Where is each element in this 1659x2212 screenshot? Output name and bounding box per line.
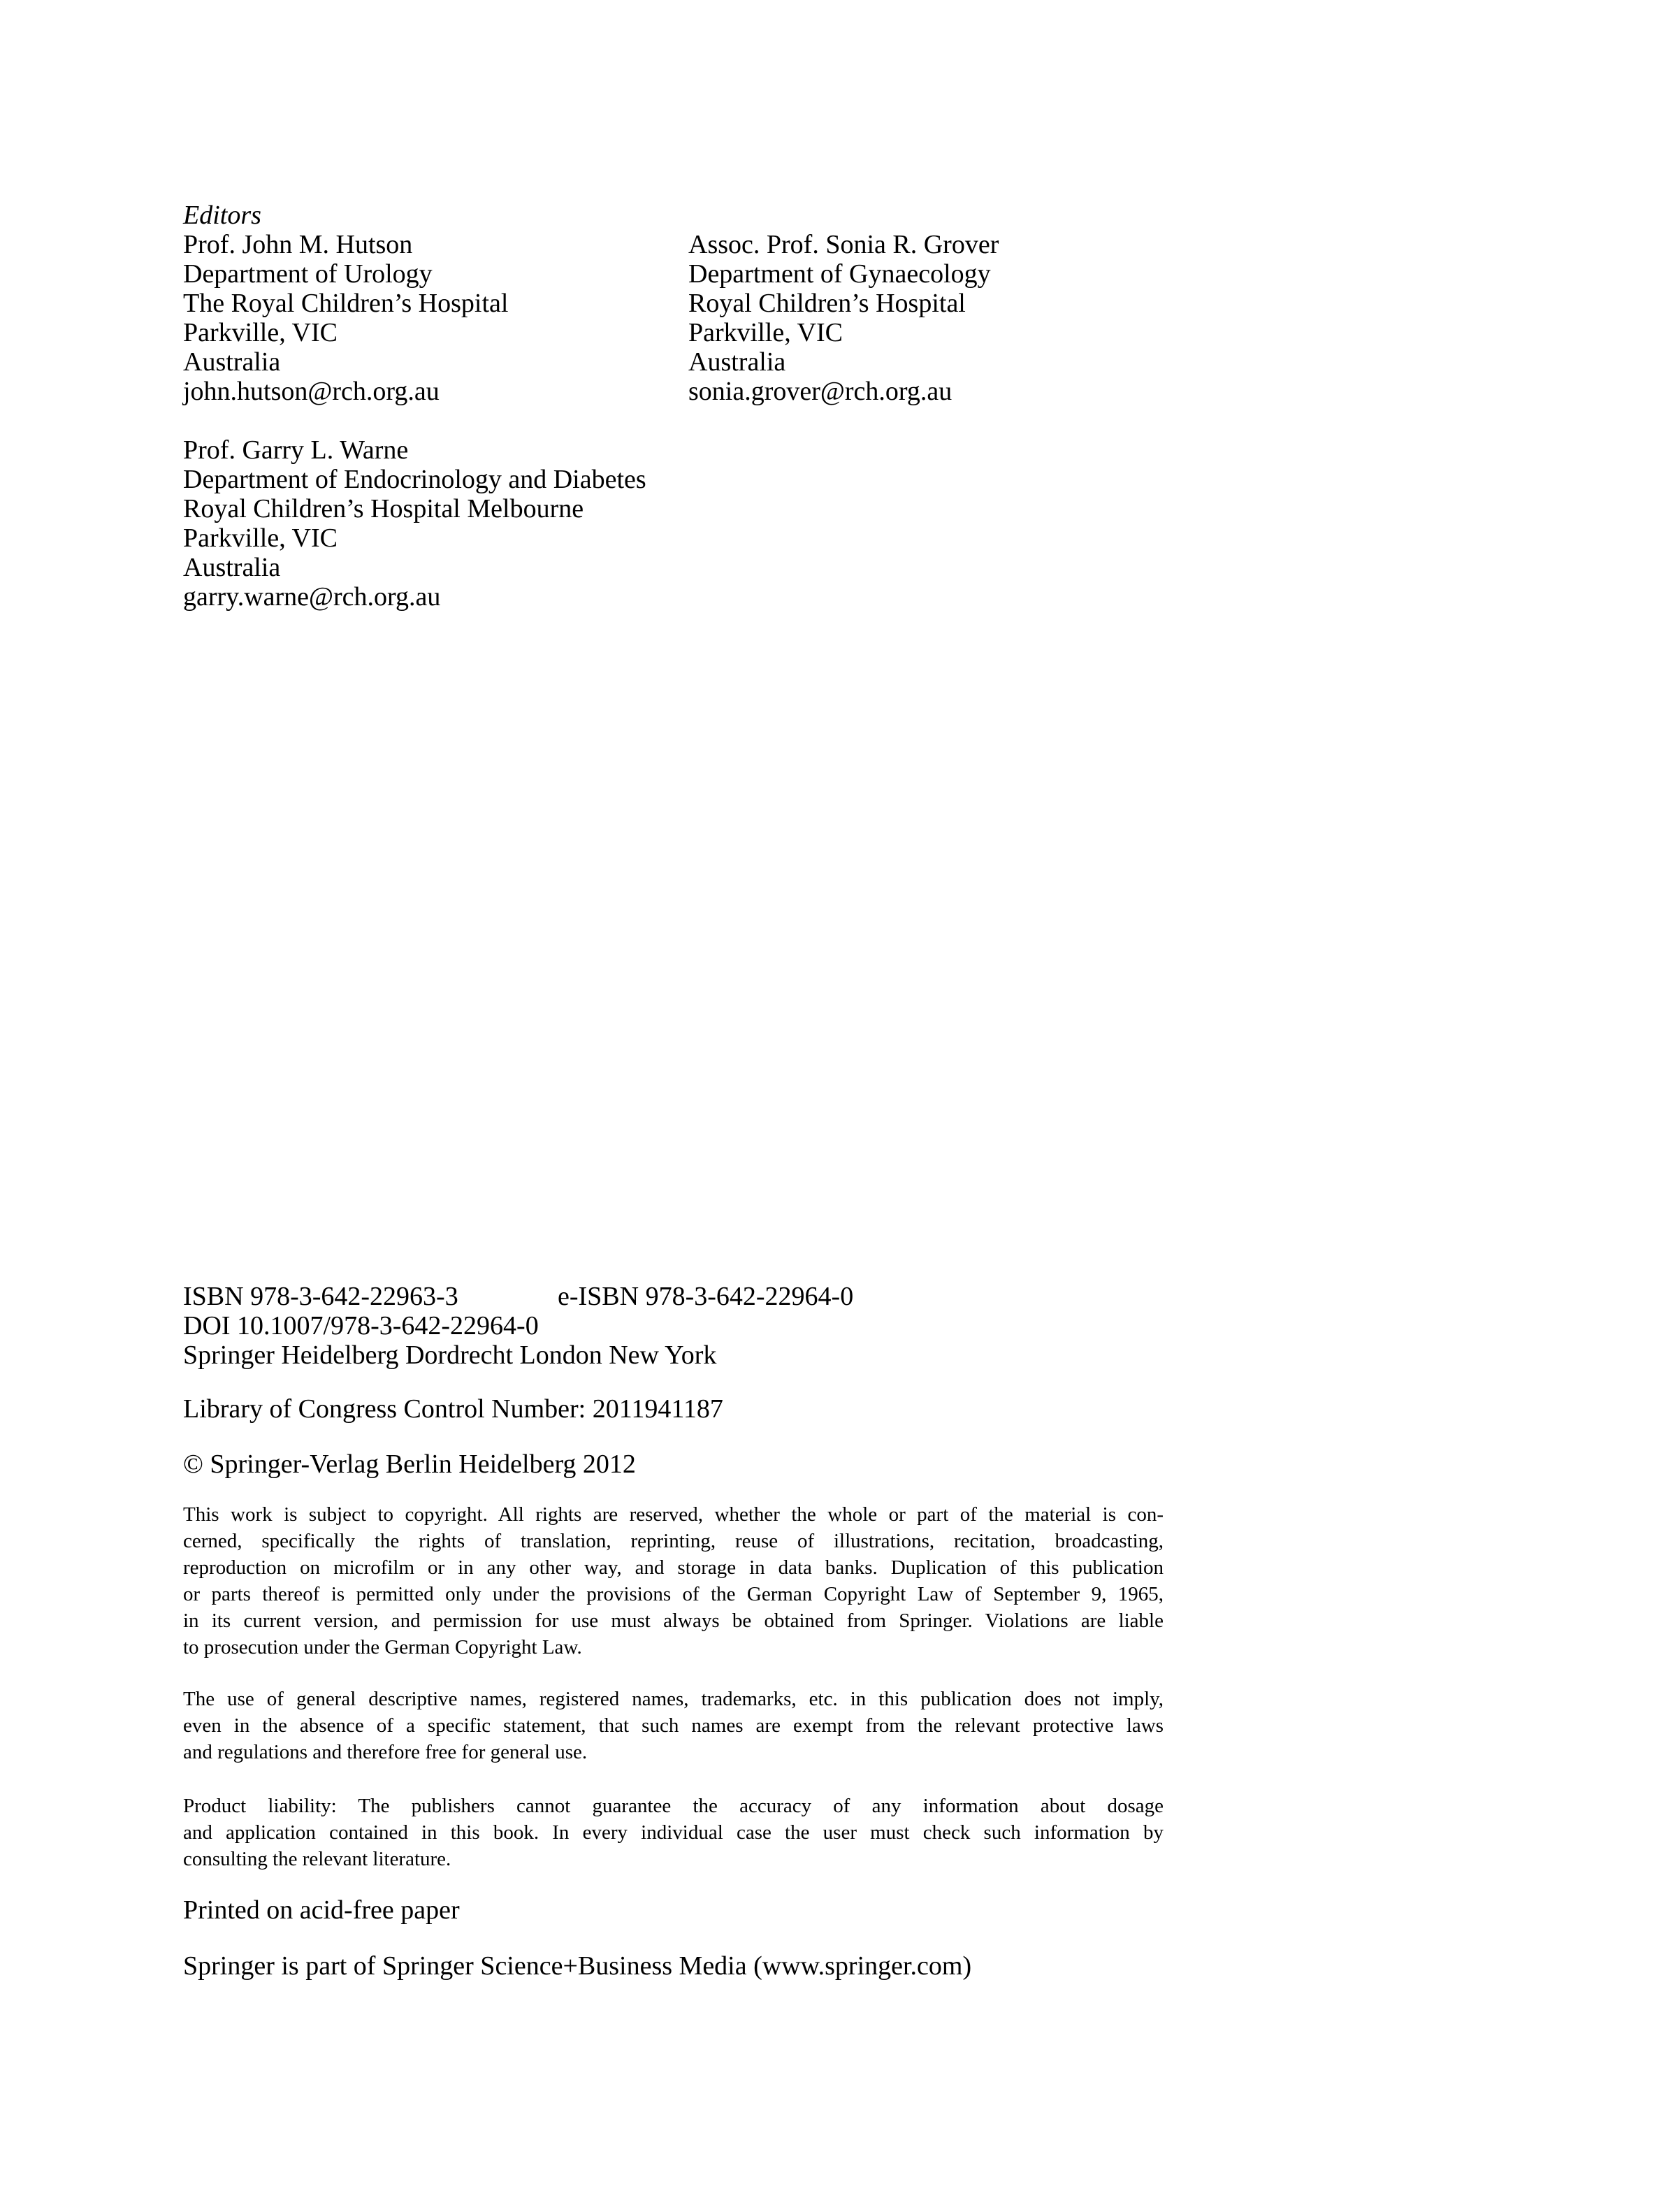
paragraph-line: Product liability: The publishers cannot guarantee the accuracy of any information about dosage — [183, 1795, 1164, 1817]
legal-paragraph-copyright — [183, 1501, 1164, 1661]
editor-affiliation-line: Department of Endocrinology and Diabetes — [183, 465, 646, 494]
editor-name: Assoc. Prof. Sonia R. Grover — [688, 230, 999, 259]
editor-affiliation-line: Royal Children’s Hospital — [688, 289, 966, 318]
editor-block-grover — [688, 230, 1317, 406]
editor-affiliation-line: The Royal Children’s Hospital — [183, 289, 509, 318]
paragraph-line: in its current version, and permission for use must always be obtained from Springer. Violations are liable — [183, 1610, 1164, 1632]
paragraph-line: and regulations and therefore free for general use. — [183, 1741, 588, 1763]
imprint-note: Springer is part of Springer Science+Business Media (www.springer.com) — [183, 1951, 972, 1981]
editor-affiliation-line: Department of Urology — [183, 259, 433, 289]
isbn-block — [183, 1282, 1371, 1370]
paragraph-line: or parts thereof is permitted only under the provisions of the German Copyright Law of September 9, 1965, — [183, 1583, 1164, 1605]
eisbn-value: e-ISBN 978-3-642-22964-0 — [558, 1282, 854, 1311]
isbn-value: ISBN 978-3-642-22963-3 — [183, 1282, 458, 1311]
paragraph-line: even in the absence of a specific statement, that such names are exempt from the relevant protective laws — [183, 1714, 1164, 1737]
doi-value: DOI 10.1007/978-3-642-22964-0 — [183, 1311, 539, 1340]
paragraph-line: to prosecution under the German Copyright Law. — [183, 1636, 582, 1658]
editor-block-warne — [183, 435, 1371, 612]
editor-email: john.hutson@rch.org.au — [183, 377, 440, 406]
paragraph-line: The use of general descriptive names, registered names, trademarks, etc. in this publication does not imply, — [183, 1688, 1164, 1710]
editor-block-hutson — [183, 230, 688, 406]
legal-paragraph-trademarks — [183, 1686, 1164, 1765]
editor-affiliation-line: Parkville, VIC — [183, 523, 338, 553]
editor-email: sonia.grover@rch.org.au — [688, 377, 952, 406]
publisher-locations: Springer Heidelberg Dordrecht London New York — [183, 1340, 717, 1370]
isbn-row — [183, 1282, 1371, 1311]
editor-affiliation-line: Department of Gynaecology — [688, 259, 991, 289]
lccn-line: Library of Congress Control Number: 2011941187 — [183, 1394, 723, 1424]
editor-affiliation-line: Australia — [183, 347, 281, 377]
editors-heading: Editors — [183, 201, 261, 230]
editor-affiliation-line: Royal Children’s Hospital Melbourne — [183, 494, 584, 523]
editor-affiliation-line: Australia — [688, 347, 786, 377]
editor-name: Prof. John M. Hutson — [183, 230, 413, 259]
paragraph-line: consulting the relevant literature. — [183, 1848, 451, 1870]
editor-email: garry.warne@rch.org.au — [183, 582, 441, 612]
editor-affiliation-line: Australia — [183, 553, 281, 582]
paragraph-line: and application contained in this book. In every individual case the user must check such information by — [183, 1821, 1164, 1844]
paragraph-line: This work is subject to copyright. All rights are reserved, whether the whole or part of the material is con- — [183, 1503, 1164, 1526]
spacer — [183, 406, 1371, 435]
editors-section — [183, 201, 1371, 612]
paragraph-line: reproduction on microfilm or in any other way, and storage in data banks. Duplication of this publication — [183, 1556, 1164, 1579]
editor-name: Prof. Garry L. Warne — [183, 435, 409, 465]
editor-affiliation-line: Parkville, VIC — [183, 318, 338, 347]
paragraph-line: cerned, specifically the rights of translation, reprinting, reuse of illustrations, recitation, broadcasting, — [183, 1530, 1164, 1552]
editors-columns — [183, 230, 1371, 406]
printed-note: Printed on acid-free paper — [183, 1895, 460, 1925]
editor-affiliation-line: Parkville, VIC — [688, 318, 843, 347]
copyright-notice: © Springer-Verlag Berlin Heidelberg 2012 — [183, 1450, 636, 1479]
legal-paragraph-product-liability — [183, 1793, 1164, 1872]
